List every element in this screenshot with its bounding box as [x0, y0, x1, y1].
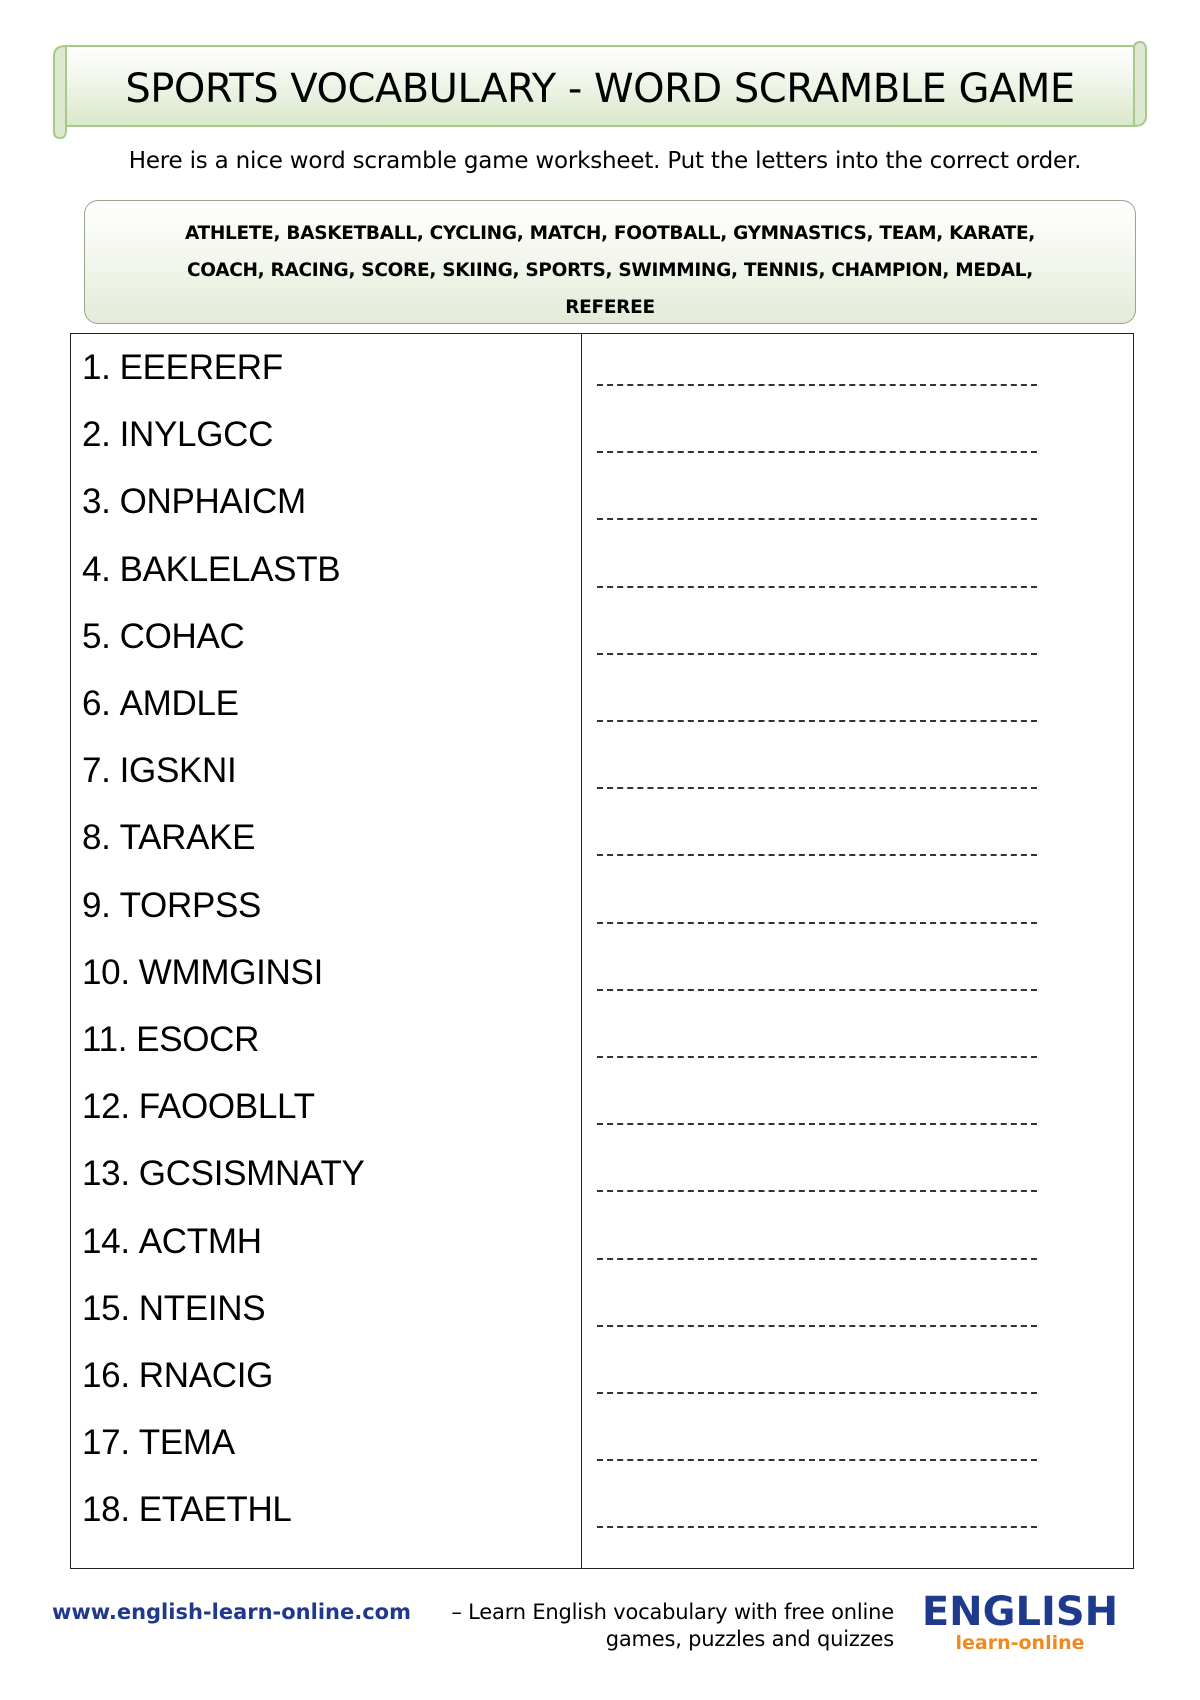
scrambled-word-item: [82, 1020, 259, 1060]
logo-text: ENGLISH: [921, 1589, 1119, 1635]
answer-line[interactable]: [597, 451, 1037, 453]
scrambled-word-item: [82, 1222, 262, 1262]
scrambled-word-item: [82, 617, 245, 657]
exercise-table: [70, 333, 1134, 1569]
scrambled-word: WMMGINSI: [138, 952, 324, 992]
item-number: 5.: [82, 616, 111, 656]
scrambled-word-item: [82, 415, 273, 455]
answer-line[interactable]: [597, 586, 1037, 588]
item-number: 2.: [82, 415, 111, 455]
answer-line[interactable]: [597, 720, 1037, 722]
scrambled-word-item: [82, 1154, 365, 1194]
item-number: 9.: [82, 885, 111, 925]
scrambled-word-item: [82, 953, 323, 993]
scrambled-word: GCSISMNATY: [138, 1154, 365, 1194]
word-bank-line: COACH, RACING, SCORE, SKIING, SPORTS, SWIMMING, TENNIS, CHAMPION, MEDAL,: [187, 260, 1033, 281]
word-bank-line: ATHLETE, BASKETBALL, CYCLING, MATCH, FOOTBALL, GYMNASTICS, TEAM, KARATE,: [184, 223, 1036, 244]
column-divider: [581, 334, 582, 1568]
answer-line[interactable]: [597, 922, 1037, 924]
brand-logo: [920, 1590, 1120, 1660]
item-number: 8.: [82, 818, 111, 858]
word-bank: [84, 200, 1136, 324]
item-number: 16.: [82, 1356, 130, 1395]
scrambled-word: TORPSS: [119, 885, 262, 925]
scrambled-word: ONPHAICM: [119, 482, 306, 522]
item-number: 17.: [82, 1423, 130, 1463]
scrambled-word: EEERERF: [119, 348, 283, 387]
scrambled-word-item: [82, 1087, 315, 1127]
item-number: 11.: [82, 1020, 128, 1059]
scrambled-word: TEMA: [138, 1423, 235, 1463]
item-number: 12.: [82, 1087, 130, 1127]
scrambled-word: ETAETHL: [138, 1490, 292, 1530]
item-number: 3.: [82, 482, 111, 522]
scrambled-word: NTEINS: [138, 1288, 266, 1328]
answer-line[interactable]: [597, 1392, 1037, 1394]
answer-line[interactable]: [597, 854, 1037, 856]
answer-line[interactable]: [597, 653, 1037, 655]
scrambled-word: RNACIG: [138, 1356, 274, 1395]
scrambled-word-item: [82, 1423, 235, 1463]
answer-line[interactable]: [597, 1258, 1037, 1260]
instructions: Here is a nice word scramble game worksheet. Put the letters into the correct order.: [128, 148, 1082, 174]
item-number: 6.: [82, 684, 111, 723]
item-number: 14.: [82, 1221, 130, 1261]
answer-line[interactable]: [597, 1325, 1037, 1327]
scrambled-word: ESOCR: [136, 1020, 260, 1059]
item-number: 10.: [82, 952, 130, 992]
word-bank-text: [105, 215, 1115, 326]
scrambled-word-item: [82, 482, 306, 522]
scrambled-word: IGSKNI: [119, 751, 237, 791]
scrambled-word: ACTMH: [138, 1221, 262, 1261]
scrambled-word: COHAC: [119, 616, 245, 656]
word-bank-line: REFEREE: [565, 297, 655, 318]
answer-line[interactable]: [597, 518, 1037, 520]
title-banner: [52, 40, 1148, 140]
answer-line[interactable]: [597, 1123, 1037, 1125]
scrambled-word-item: [82, 684, 239, 724]
website-link[interactable]: www.english-learn-online.com: [52, 1600, 411, 1624]
answer-line[interactable]: [597, 989, 1037, 991]
item-number: 18.: [82, 1490, 130, 1530]
scrambled-word: BAKLELASTB: [119, 549, 341, 589]
scrambled-word-item: [82, 886, 261, 926]
item-number: 13.: [82, 1154, 130, 1194]
scrambled-word-item: [82, 550, 340, 590]
scrambled-word: AMDLE: [119, 684, 239, 723]
scrambled-word-item: [82, 1490, 292, 1530]
footer-description: – Learn English vocabulary with free online: [451, 1600, 894, 1624]
item-number: 4.: [82, 549, 111, 589]
item-number: 15.: [82, 1288, 130, 1328]
scrambled-word: TARAKE: [119, 818, 256, 858]
scrambled-word: FAOOBLLT: [138, 1087, 315, 1127]
scrambled-word-item: [82, 1289, 265, 1329]
scrambled-word: INYLGCC: [119, 415, 274, 455]
item-number: 1.: [82, 348, 111, 387]
answer-line[interactable]: [597, 1526, 1037, 1528]
answer-line[interactable]: [597, 1190, 1037, 1192]
answer-line[interactable]: [597, 384, 1037, 386]
scrambled-word-item: [82, 818, 255, 858]
scrambled-word-item: [82, 348, 283, 388]
logo-subtext: learn-online: [955, 1632, 1085, 1654]
footer-description: games, puzzles and quizzes: [605, 1627, 894, 1651]
answer-line[interactable]: [597, 1459, 1037, 1461]
page-title: SPORTS VOCABULARY - WORD SCRAMBLE GAME: [125, 66, 1075, 112]
answer-line[interactable]: [597, 787, 1037, 789]
item-number: 7.: [82, 751, 111, 791]
scrambled-word-item: [82, 1356, 273, 1396]
scrambled-word-item: [82, 751, 236, 791]
answer-line[interactable]: [597, 1056, 1037, 1058]
